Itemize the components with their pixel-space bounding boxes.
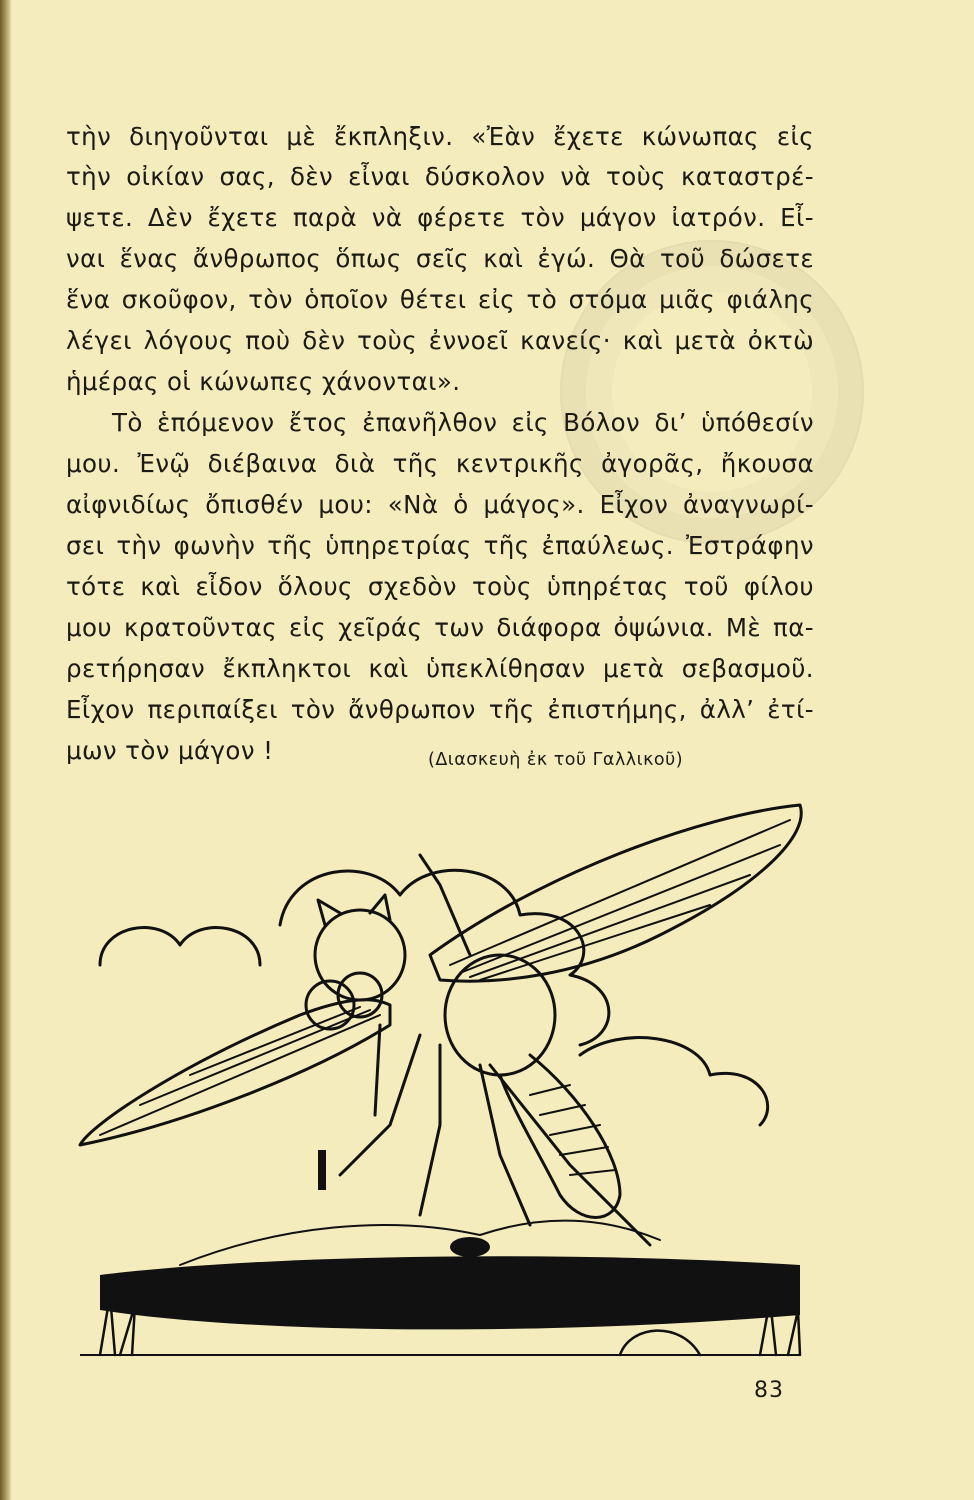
mosquito-proboscis bbox=[375, 1025, 380, 1115]
bush-silhouette bbox=[450, 1237, 490, 1257]
paragraph1-line-7: ἡμέρας οἱ κώνωπες χάνονται». bbox=[66, 367, 461, 396]
cloud-outline bbox=[580, 1038, 768, 1125]
rock-outline bbox=[620, 1331, 700, 1355]
attribution: (Διασκευὴ ἐκ τοῦ Γαλλικοῦ) bbox=[428, 750, 684, 770]
paragraph2-line-4: σει τὴν φωνὴν τῆς ὑπηρετρίας τῆς ἐπαύλεως. Ἐστράφην bbox=[66, 531, 814, 560]
mosquito-illustration-icon bbox=[60, 795, 820, 1395]
paragraph2-line-1: Τὸ ἑπόμενον ἔτος ἐπανῆλθον εἰς Βόλον δι’ ὑπόθεσίν bbox=[112, 408, 814, 437]
paragraph2-line-3: αἰφνιδίως ὄπισθέν μου: «Νὰ ὁ μάγος». Εἶχον ἀναγνωρί- bbox=[66, 490, 814, 519]
paragraph1-line-4: ναι ἕνας ἄνθρωπος ὅπως σεῖς καὶ ἐγώ. Θὰ τοῦ δώσετε bbox=[66, 244, 814, 273]
paragraph2-line-5: τότε καὶ εἶδον ὅλους σχεδὸν τοὺς ὑπηρέτας τοῦ φίλου bbox=[66, 572, 814, 601]
paragraph2-line-2: μου. Ἐνῷ διέβαινα διὰ τῆς κεντρικῆς ἀγορᾶς, ἤκουσα bbox=[66, 449, 814, 478]
mosquito-head bbox=[315, 910, 405, 1000]
post-silhouette bbox=[318, 1150, 326, 1190]
wing bbox=[430, 805, 801, 981]
lake-silhouette bbox=[100, 1256, 800, 1329]
page-number: 83 bbox=[754, 1378, 784, 1403]
paragraph2-line-7: ρετήρησαν ἔκπληκτοι καὶ ὑπεκλίθησαν μετὰ σεβασμοῦ. bbox=[66, 654, 814, 683]
paragraph2-line-8: Εἶχον περιπαίξει τὸν ἄνθρωπον τῆς ἐπιστήμης, ἀλλ’ ἐτί- bbox=[66, 695, 814, 724]
page-binding-edge bbox=[0, 0, 12, 1500]
paragraph1-line-1: τὴν διηγοῦνται μὲ ἔκπληξιν. «Ἐὰν ἔχετε κώνωπας εἰς bbox=[66, 122, 814, 151]
paragraph1-line-6: λέγει λόγους ποὺ δὲν τοὺς ἐννοεῖ κανείς· καὶ μετὰ ὀκτὼ bbox=[66, 326, 814, 355]
paragraph1-line-3: ψετε. Δὲν ἔχετε παρὰ νὰ φέρετε τὸν μάγον ἰατρόν. Εἶ- bbox=[66, 203, 814, 232]
mosquito-eye bbox=[338, 973, 382, 1017]
paragraph2-line-9: μων τὸν μάγον ! bbox=[66, 736, 274, 765]
paragraph2-line-6: μου κρατοῦντας εἰς χεῖράς των διάφορα ὀψώνια. Μὲ πα- bbox=[66, 613, 814, 642]
mosquito-abdomen bbox=[500, 1055, 620, 1218]
paragraph1-line-5: ἕνα σκοῦφον, τὸν ὁποῖον θέτει εἰς τὸ στόμα μιᾶς φιάλης bbox=[66, 285, 814, 314]
paragraph1-line-2: τὴν οἰκίαν σας, δὲν εἶναι δύσκολον νὰ τοὺς καταστρέ- bbox=[66, 162, 814, 191]
cloud-outline bbox=[100, 928, 260, 965]
mosquito-leg bbox=[420, 1045, 440, 1215]
mosquito-leg bbox=[340, 1035, 420, 1175]
